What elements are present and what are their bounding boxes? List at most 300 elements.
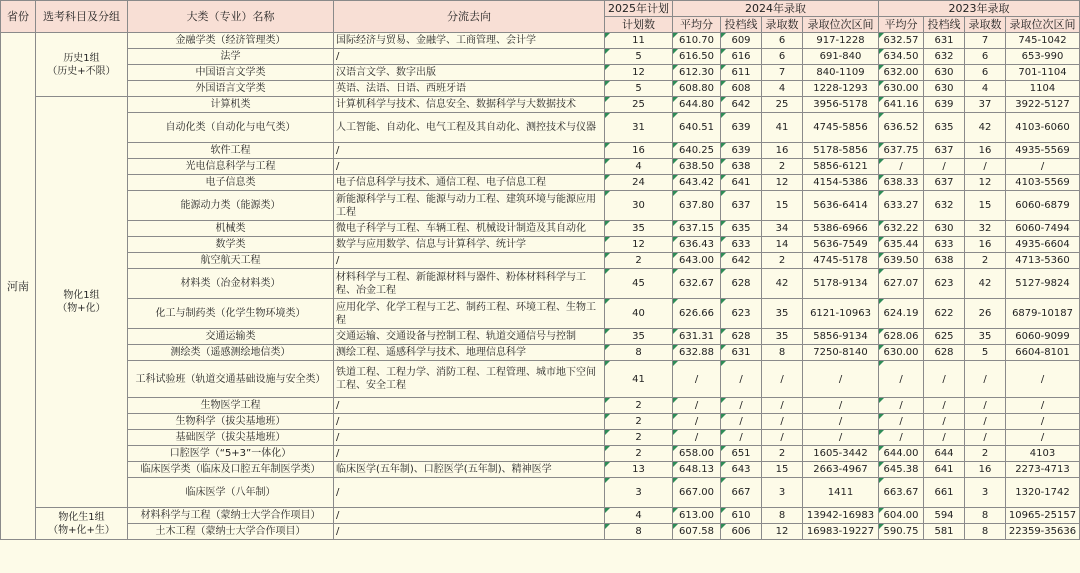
header-direction: 分流去向 — [334, 1, 605, 33]
direction-cell: 汉语言文学、数字出版 — [334, 65, 605, 81]
cutoff-2023-cell: 631 — [924, 33, 965, 49]
cutoff-2023-cell: 630 — [924, 221, 965, 237]
subject-group-cell: 物化1组 （物+化） — [36, 97, 128, 508]
admitted-2024-cell: 8 — [762, 345, 803, 361]
major-name-cell: 金融学类（经济管理类） — [128, 33, 334, 49]
avg-2023-cell: 639.50 — [879, 253, 924, 269]
rank-2024-cell: 5636-6414 — [803, 191, 879, 221]
avg-2024-cell: 658.00 — [673, 446, 721, 462]
admitted-2023-cell: 16 — [965, 462, 1006, 478]
header-plan-count: 计划数 — [605, 17, 673, 33]
rank-2023-cell: 10965-25157 — [1006, 508, 1080, 524]
admitted-2024-cell: 2 — [762, 253, 803, 269]
rank-2023-cell: / — [1006, 159, 1080, 175]
header-row-1 — [1, 1, 1080, 17]
cutoff-2024-cell: 667 — [721, 478, 762, 508]
rank-2024-cell: 1411 — [803, 478, 879, 508]
avg-2023-cell: 633.27 — [879, 191, 924, 221]
rank-2023-cell: 4103-6060 — [1006, 113, 1080, 143]
major-name-cell: 材料类（冶金材料类） — [128, 269, 334, 299]
major-name-cell: 土木工程（蒙纳士大学合作项目） — [128, 524, 334, 540]
cutoff-2024-cell: 643 — [721, 462, 762, 478]
direction-cell: / — [334, 446, 605, 462]
rank-2024-cell: 16983-19227 — [803, 524, 879, 540]
cutoff-2024-cell: 637 — [721, 191, 762, 221]
direction-cell: 国际经济与贸易、金融学、工商管理、会计学 — [334, 33, 605, 49]
cutoff-2024-cell: 651 — [721, 446, 762, 462]
direction-cell: / — [334, 159, 605, 175]
major-name-cell: 测绘类（遥感测绘地信类） — [128, 345, 334, 361]
major-name-cell: 化工与制药类（化学生物环境类） — [128, 299, 334, 329]
direction-cell: / — [334, 398, 605, 414]
table-row — [1, 430, 1080, 446]
header-admitted-2024: 录取数 — [762, 17, 803, 33]
rank-2023-cell: / — [1006, 361, 1080, 398]
header-avg-2023: 平均分 — [879, 17, 924, 33]
admitted-2024-cell: 4 — [762, 81, 803, 97]
rank-2024-cell: 1605-3442 — [803, 446, 879, 462]
cutoff-2023-cell: 623 — [924, 269, 965, 299]
table-row — [1, 221, 1080, 237]
avg-2023-cell: 604.00 — [879, 508, 924, 524]
rank-2024-cell: 691-840 — [803, 49, 879, 65]
rank-2024-cell: 6121-10963 — [803, 299, 879, 329]
header-major-name: 大类（专业）名称 — [128, 1, 334, 33]
admitted-2024-cell: / — [762, 430, 803, 446]
direction-cell: / — [334, 524, 605, 540]
major-name-cell: 计算机类 — [128, 97, 334, 113]
rank-2024-cell: 13942-16983 — [803, 508, 879, 524]
avg-2024-cell: 632.88 — [673, 345, 721, 361]
header-plan-2025: 2025年计划 — [605, 1, 673, 17]
rank-2023-cell: 3922-5127 — [1006, 97, 1080, 113]
avg-2024-cell: 644.80 — [673, 97, 721, 113]
plan-cell: 5 — [605, 81, 673, 97]
avg-2024-cell: 667.00 — [673, 478, 721, 508]
avg-2023-cell: 635.44 — [879, 237, 924, 253]
plan-cell: 40 — [605, 299, 673, 329]
avg-2024-cell: 608.80 — [673, 81, 721, 97]
avg-2023-cell: 624.19 — [879, 299, 924, 329]
plan-cell: 13 — [605, 462, 673, 478]
admitted-2023-cell: 2 — [965, 446, 1006, 462]
table-row — [1, 253, 1080, 269]
admitted-2024-cell: 41 — [762, 113, 803, 143]
admitted-2023-cell: 42 — [965, 269, 1006, 299]
subject-group-cell: 历史1组 （历史+不限） — [36, 33, 128, 97]
admitted-2023-cell: / — [965, 398, 1006, 414]
cutoff-2023-cell: / — [924, 159, 965, 175]
admitted-2024-cell: 8 — [762, 508, 803, 524]
admitted-2023-cell: 5 — [965, 345, 1006, 361]
cutoff-2023-cell: 630 — [924, 81, 965, 97]
cutoff-2023-cell: 637 — [924, 143, 965, 159]
major-name-cell: 临床医学（八年制） — [128, 478, 334, 508]
avg-2023-cell: 637.75 — [879, 143, 924, 159]
rank-2024-cell: 7250-8140 — [803, 345, 879, 361]
table-row — [1, 269, 1080, 299]
table-row — [1, 361, 1080, 398]
table-row — [1, 191, 1080, 221]
admitted-2024-cell: 25 — [762, 97, 803, 113]
major-name-cell: 基础医学（拔尖基地班） — [128, 430, 334, 446]
cutoff-2024-cell: 638 — [721, 159, 762, 175]
avg-2024-cell: 613.00 — [673, 508, 721, 524]
major-name-cell: 法学 — [128, 49, 334, 65]
rank-2024-cell: / — [803, 414, 879, 430]
avg-2023-cell: 590.75 — [879, 524, 924, 540]
avg-2024-cell: / — [673, 361, 721, 398]
direction-cell: 人工智能、自动化、电气工程及其自动化、测控技术与仪器 — [334, 113, 605, 143]
major-name-cell: 临床医学类（临床及口腔五年制医学类） — [128, 462, 334, 478]
cutoff-2023-cell: 581 — [924, 524, 965, 540]
admitted-2024-cell: 6 — [762, 33, 803, 49]
rank-2024-cell: 4745-5178 — [803, 253, 879, 269]
rank-2023-cell: 4103 — [1006, 446, 1080, 462]
admitted-2023-cell: 6 — [965, 65, 1006, 81]
plan-cell: 2 — [605, 446, 673, 462]
header-2023: 2023年录取 — [879, 1, 1080, 17]
major-name-cell: 中国语言文学类 — [128, 65, 334, 81]
admitted-2023-cell: 37 — [965, 97, 1006, 113]
avg-2024-cell: 610.70 — [673, 33, 721, 49]
table-row — [1, 345, 1080, 361]
major-name-cell: 生物科学（拔尖基地班） — [128, 414, 334, 430]
admitted-2023-cell: 35 — [965, 329, 1006, 345]
cutoff-2023-cell: 622 — [924, 299, 965, 329]
admitted-2024-cell: / — [762, 361, 803, 398]
plan-cell: 12 — [605, 65, 673, 81]
rank-2024-cell: 3956-5178 — [803, 97, 879, 113]
avg-2023-cell: / — [879, 430, 924, 446]
cutoff-2023-cell: 632 — [924, 49, 965, 65]
cutoff-2023-cell: 635 — [924, 113, 965, 143]
plan-cell: 35 — [605, 221, 673, 237]
direction-cell: 新能源科学与工程、能源与动力工程、建筑环境与能源应用工程 — [334, 191, 605, 221]
major-name-cell: 机械类 — [128, 221, 334, 237]
rank-2024-cell: / — [803, 430, 879, 446]
header-rank-2023: 录取位次区间 — [1006, 17, 1080, 33]
table-row — [1, 175, 1080, 191]
direction-cell: / — [334, 478, 605, 508]
admitted-2023-cell: / — [965, 159, 1006, 175]
rank-2023-cell: 4935-5569 — [1006, 143, 1080, 159]
table-row — [1, 81, 1080, 97]
avg-2023-cell: 628.06 — [879, 329, 924, 345]
rank-2023-cell: 5127-9824 — [1006, 269, 1080, 299]
plan-cell: 25 — [605, 97, 673, 113]
rank-2023-cell: 745-1042 — [1006, 33, 1080, 49]
direction-cell: 材料科学与工程、新能源材料与器件、粉体材料科学与工程、冶金工程 — [334, 269, 605, 299]
rank-2023-cell: 1104 — [1006, 81, 1080, 97]
header-2024: 2024年录取 — [673, 1, 879, 17]
admitted-2023-cell: 8 — [965, 524, 1006, 540]
avg-2024-cell: 643.00 — [673, 253, 721, 269]
cutoff-2023-cell: / — [924, 414, 965, 430]
avg-2023-cell: 630.00 — [879, 81, 924, 97]
rank-2023-cell: 6060-9099 — [1006, 329, 1080, 345]
table-row — [1, 329, 1080, 345]
cutoff-2023-cell: 628 — [924, 345, 965, 361]
rank-2023-cell: 701-1104 — [1006, 65, 1080, 81]
cutoff-2024-cell: 608 — [721, 81, 762, 97]
avg-2023-cell: / — [879, 159, 924, 175]
avg-2024-cell: 637.80 — [673, 191, 721, 221]
cutoff-2024-cell: 628 — [721, 329, 762, 345]
admitted-2023-cell: / — [965, 414, 1006, 430]
header-province: 省份 — [1, 1, 36, 33]
avg-2023-cell: 644.00 — [879, 446, 924, 462]
avg-2023-cell: 636.52 — [879, 113, 924, 143]
avg-2024-cell: 612.30 — [673, 65, 721, 81]
avg-2023-cell: 632.22 — [879, 221, 924, 237]
admitted-2024-cell: / — [762, 414, 803, 430]
plan-cell: 3 — [605, 478, 673, 508]
avg-2023-cell: 641.16 — [879, 97, 924, 113]
admitted-2023-cell: 3 — [965, 478, 1006, 508]
plan-cell: 41 — [605, 361, 673, 398]
rank-2024-cell: 4745-5856 — [803, 113, 879, 143]
cutoff-2023-cell: / — [924, 430, 965, 446]
rank-2024-cell: 5636-7549 — [803, 237, 879, 253]
major-name-cell: 数学类 — [128, 237, 334, 253]
rank-2023-cell: / — [1006, 398, 1080, 414]
cutoff-2023-cell: 661 — [924, 478, 965, 508]
major-name-cell: 自动化类（自动化与电气类） — [128, 113, 334, 143]
plan-cell: 2 — [605, 414, 673, 430]
avg-2024-cell: 637.15 — [673, 221, 721, 237]
cutoff-2024-cell: / — [721, 398, 762, 414]
cutoff-2023-cell: 641 — [924, 462, 965, 478]
avg-2024-cell: / — [673, 414, 721, 430]
admitted-2024-cell: 12 — [762, 524, 803, 540]
avg-2023-cell: 627.07 — [879, 269, 924, 299]
direction-cell: 电子信息科学与技术、通信工程、电子信息工程 — [334, 175, 605, 191]
admitted-2023-cell: 6 — [965, 49, 1006, 65]
rank-2024-cell: 1228-1293 — [803, 81, 879, 97]
direction-cell: 英语、法语、日语、西班牙语 — [334, 81, 605, 97]
table-row — [1, 33, 1080, 49]
avg-2024-cell: 631.31 — [673, 329, 721, 345]
plan-cell: 2 — [605, 253, 673, 269]
rank-2024-cell: 917-1228 — [803, 33, 879, 49]
cutoff-2023-cell: 644 — [924, 446, 965, 462]
admitted-2023-cell: 7 — [965, 33, 1006, 49]
plan-cell: 5 — [605, 49, 673, 65]
admitted-2024-cell: 7 — [762, 65, 803, 81]
rank-2023-cell: 1320-1742 — [1006, 478, 1080, 508]
rank-2024-cell: 5856-9134 — [803, 329, 879, 345]
major-name-cell: 交通运输类 — [128, 329, 334, 345]
major-name-cell: 口腔医学（“5+3”一体化） — [128, 446, 334, 462]
rank-2023-cell: 22359-35636 — [1006, 524, 1080, 540]
table-row — [1, 398, 1080, 414]
plan-cell: 35 — [605, 329, 673, 345]
avg-2024-cell: 640.51 — [673, 113, 721, 143]
cutoff-2024-cell: 611 — [721, 65, 762, 81]
table-row — [1, 524, 1080, 540]
rank-2023-cell: 4935-6604 — [1006, 237, 1080, 253]
cutoff-2023-cell: 633 — [924, 237, 965, 253]
avg-2024-cell: 636.43 — [673, 237, 721, 253]
table-row — [1, 113, 1080, 143]
cutoff-2024-cell: 623 — [721, 299, 762, 329]
cutoff-2024-cell: / — [721, 430, 762, 446]
cutoff-2023-cell: 625 — [924, 329, 965, 345]
cutoff-2024-cell: 631 — [721, 345, 762, 361]
major-name-cell: 航空航天工程 — [128, 253, 334, 269]
table-body — [1, 33, 1080, 540]
admitted-2023-cell: 42 — [965, 113, 1006, 143]
direction-cell: / — [334, 414, 605, 430]
avg-2024-cell: 638.50 — [673, 159, 721, 175]
admitted-2023-cell: 8 — [965, 508, 1006, 524]
table-row — [1, 237, 1080, 253]
admitted-2024-cell: 3 — [762, 478, 803, 508]
admitted-2024-cell: 35 — [762, 329, 803, 345]
direction-cell: / — [334, 430, 605, 446]
table-row — [1, 299, 1080, 329]
cutoff-2023-cell: 638 — [924, 253, 965, 269]
rank-2024-cell: / — [803, 361, 879, 398]
avg-2023-cell: 663.67 — [879, 478, 924, 508]
admitted-2023-cell: 15 — [965, 191, 1006, 221]
table-row — [1, 143, 1080, 159]
major-name-cell: 工科试验班（轨道交通基础设施与安全类） — [128, 361, 334, 398]
table-row — [1, 446, 1080, 462]
rank-2024-cell: 2663-4967 — [803, 462, 879, 478]
admitted-2024-cell: 12 — [762, 175, 803, 191]
rank-2023-cell: 4103-5569 — [1006, 175, 1080, 191]
rank-2023-cell: 653-990 — [1006, 49, 1080, 65]
rank-2023-cell: 6604-8101 — [1006, 345, 1080, 361]
rank-2023-cell: / — [1006, 414, 1080, 430]
plan-cell: 30 — [605, 191, 673, 221]
rank-2024-cell: 4154-5386 — [803, 175, 879, 191]
avg-2024-cell: 648.13 — [673, 462, 721, 478]
plan-cell: 11 — [605, 33, 673, 49]
plan-cell: 2 — [605, 430, 673, 446]
province-cell: 河南 — [1, 33, 36, 540]
plan-cell: 31 — [605, 113, 673, 143]
avg-2023-cell: 638.33 — [879, 175, 924, 191]
admitted-2024-cell: 14 — [762, 237, 803, 253]
cutoff-2023-cell: 594 — [924, 508, 965, 524]
rank-2023-cell: 2273-4713 — [1006, 462, 1080, 478]
admitted-2023-cell: 2 — [965, 253, 1006, 269]
rank-2024-cell: / — [803, 398, 879, 414]
plan-cell: 12 — [605, 237, 673, 253]
cutoff-2023-cell: / — [924, 361, 965, 398]
admitted-2023-cell: 16 — [965, 237, 1006, 253]
cutoff-2024-cell: 639 — [721, 143, 762, 159]
cutoff-2024-cell: 639 — [721, 113, 762, 143]
major-name-cell: 生物医学工程 — [128, 398, 334, 414]
cutoff-2024-cell: 633 — [721, 237, 762, 253]
cutoff-2024-cell: 635 — [721, 221, 762, 237]
avg-2023-cell: / — [879, 361, 924, 398]
cutoff-2024-cell: 628 — [721, 269, 762, 299]
direction-cell: 交通运输、交通设备与控制工程、轨道交通信号与控制 — [334, 329, 605, 345]
direction-cell: / — [334, 253, 605, 269]
direction-cell: / — [334, 508, 605, 524]
cutoff-2024-cell: 642 — [721, 97, 762, 113]
rank-2024-cell: 5856-6121 — [803, 159, 879, 175]
avg-2023-cell: 634.50 — [879, 49, 924, 65]
admitted-2023-cell: 4 — [965, 81, 1006, 97]
avg-2023-cell: 632.57 — [879, 33, 924, 49]
major-name-cell: 外国语言文学类 — [128, 81, 334, 97]
direction-cell: 测绘工程、遥感科学与技术、地理信息科学 — [334, 345, 605, 361]
cutoff-2024-cell: 642 — [721, 253, 762, 269]
admitted-2024-cell: 15 — [762, 462, 803, 478]
avg-2024-cell: / — [673, 430, 721, 446]
cutoff-2023-cell: 639 — [924, 97, 965, 113]
cutoff-2024-cell: / — [721, 361, 762, 398]
cutoff-2024-cell: 606 — [721, 524, 762, 540]
direction-cell: 微电子科学与工程、车辆工程、机械设计制造及其自动化 — [334, 221, 605, 237]
rank-2024-cell: 5386-6966 — [803, 221, 879, 237]
avg-2023-cell: / — [879, 398, 924, 414]
direction-cell: 计算机科学与技术、信息安全、数据科学与大数据技术 — [334, 97, 605, 113]
avg-2023-cell: / — [879, 414, 924, 430]
plan-cell: 8 — [605, 345, 673, 361]
avg-2024-cell: 643.42 — [673, 175, 721, 191]
table-row — [1, 478, 1080, 508]
direction-cell: 临床医学(五年制)、口腔医学(五年制)、精神医学 — [334, 462, 605, 478]
rank-2023-cell: 6060-7494 — [1006, 221, 1080, 237]
avg-2023-cell: 632.00 — [879, 65, 924, 81]
cutoff-2024-cell: 616 — [721, 49, 762, 65]
plan-cell: 16 — [605, 143, 673, 159]
table-row — [1, 462, 1080, 478]
header-subject-group: 选考科目及分组 — [36, 1, 128, 33]
admitted-2024-cell: 2 — [762, 159, 803, 175]
plan-cell: 4 — [605, 508, 673, 524]
direction-cell: 应用化学、化学工程与工艺、制药工程、环境工程、生物工程 — [334, 299, 605, 329]
admitted-2023-cell: 12 — [965, 175, 1006, 191]
plan-cell: 45 — [605, 269, 673, 299]
table-row — [1, 159, 1080, 175]
cutoff-2024-cell: 641 — [721, 175, 762, 191]
avg-2024-cell: 607.58 — [673, 524, 721, 540]
rank-2024-cell: 840-1109 — [803, 65, 879, 81]
direction-cell: / — [334, 143, 605, 159]
admitted-2024-cell: / — [762, 398, 803, 414]
avg-2024-cell: 616.50 — [673, 49, 721, 65]
rank-2023-cell: 6879-10187 — [1006, 299, 1080, 329]
header-cutoff-2024: 投档线 — [721, 17, 762, 33]
avg-2024-cell: 626.66 — [673, 299, 721, 329]
major-name-cell: 能源动力类（能源类） — [128, 191, 334, 221]
major-name-cell: 电子信息类 — [128, 175, 334, 191]
rank-2024-cell: 5178-5856 — [803, 143, 879, 159]
direction-cell: 铁道工程、工程力学、消防工程、工程管理、城市地下空间工程、安全工程 — [334, 361, 605, 398]
table-row — [1, 508, 1080, 524]
rank-2023-cell: 4713-5360 — [1006, 253, 1080, 269]
rank-2024-cell: 5178-9134 — [803, 269, 879, 299]
admitted-2024-cell: 6 — [762, 49, 803, 65]
rank-2023-cell: 6060-6879 — [1006, 191, 1080, 221]
avg-2024-cell: 632.67 — [673, 269, 721, 299]
cutoff-2023-cell: 637 — [924, 175, 965, 191]
cutoff-2023-cell: 630 — [924, 65, 965, 81]
direction-cell: 数学与应用数学、信息与计算科学、统计学 — [334, 237, 605, 253]
header-rank-2024: 录取位次区间 — [803, 17, 879, 33]
table-row — [1, 65, 1080, 81]
cutoff-2024-cell: / — [721, 414, 762, 430]
admitted-2023-cell: / — [965, 430, 1006, 446]
